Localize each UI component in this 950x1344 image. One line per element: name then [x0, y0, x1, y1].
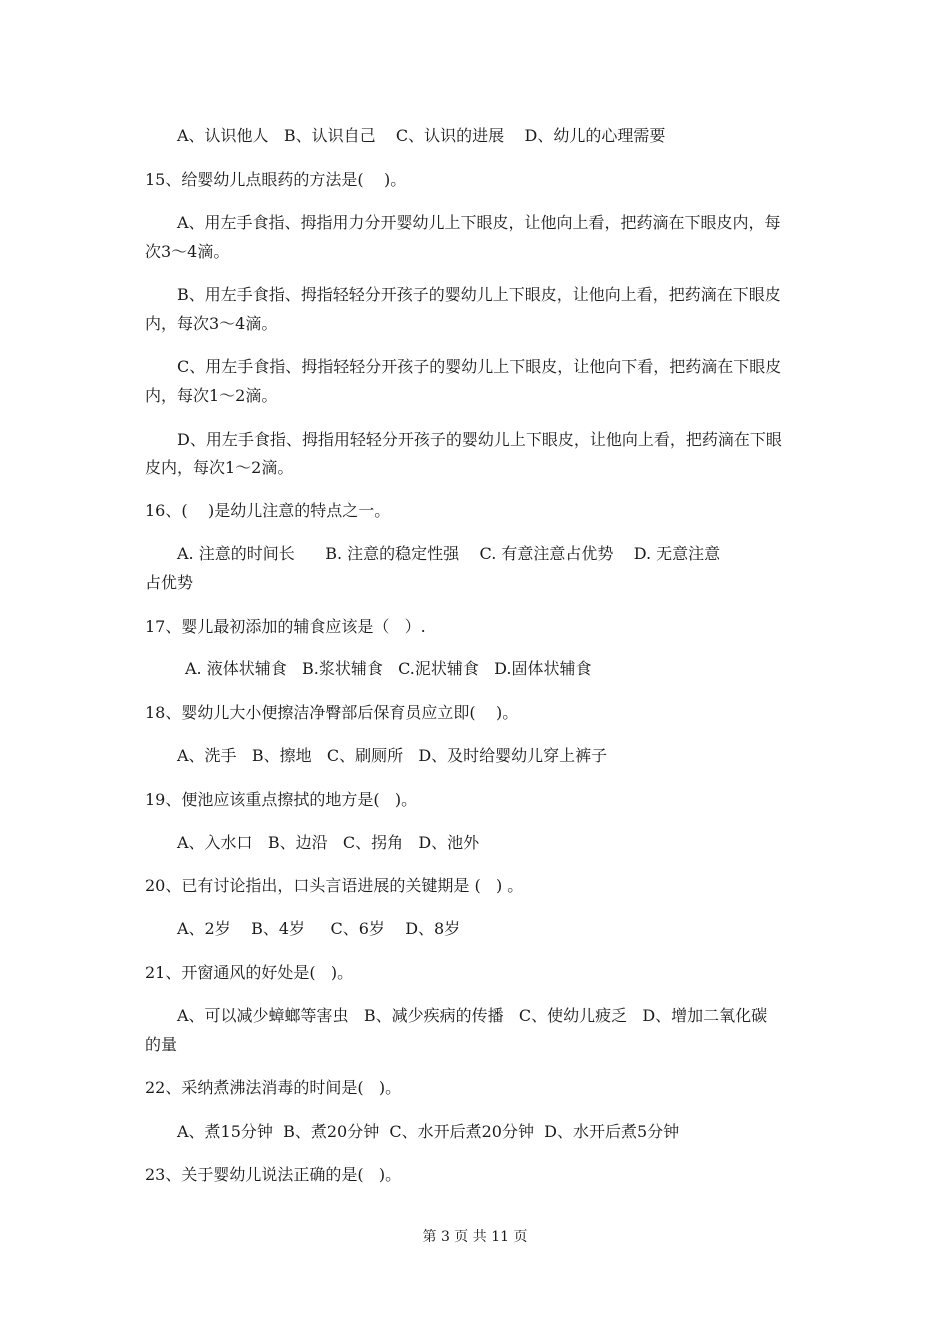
q15-option-d-line2: 皮内，每次1～2滴。	[145, 458, 294, 477]
q19-options: A、入水口 B、边沿 C、拐角 D、池外	[177, 833, 480, 852]
q17-question: 17、婴儿最初添加的辅食应该是（ ）.	[145, 617, 426, 636]
q21-options-line1: A、可以减少蟑螂等害虫 B、减少疾病的传播 C、使幼儿疲乏 D、增加二氧化碳	[177, 1006, 768, 1025]
q15-option-c-line2: 内，每次1～2滴。	[145, 386, 278, 405]
q15-question: 15、给婴幼儿点眼药的方法是( )。	[145, 170, 407, 189]
q15-option-c-line1: C、用左手食指、拇指轻轻分开孩子的婴幼儿上下眼皮，让他向下看，把药滴在下眼皮	[177, 357, 782, 376]
q16-question: 16、( )是幼儿注意的特点之一。	[145, 501, 391, 520]
q16-options-line2: 占优势	[145, 573, 194, 592]
q22-question: 22、采纳煮沸法消毒的时间是( )。	[145, 1078, 402, 1097]
q18-options: A、洗手 B、擦地 C、刷厕所 D、及时给婴幼儿穿上裤子	[177, 746, 608, 765]
q15-option-b-line1: B、用左手食指、拇指轻轻分开孩子的婴幼儿上下眼皮，让他向上看，把药滴在下眼皮	[177, 285, 781, 304]
q18-question: 18、婴幼儿大小便擦洁净臀部后保育员应立即( )。	[145, 703, 519, 722]
q15-option-d-line1: D、用左手食指、拇指用轻轻分开孩子的婴幼儿上下眼皮，让他向上看，把药滴在下眼	[177, 430, 782, 449]
q19-question: 19、便池应该重点擦拭的地方是( )。	[145, 790, 418, 809]
q21-options-line2: 的量	[145, 1035, 178, 1054]
q16-options-line1: A. 注意的时间长 B. 注意的稳定性强 C. 有意注意占优势 D. 无意注意	[177, 544, 721, 563]
q21-question: 21、开窗通风的好处是( )。	[145, 963, 354, 982]
q15-option-b-line2: 内，每次3～4滴。	[145, 314, 278, 333]
q23-question: 23、关于婴幼儿说法正确的是( )。	[145, 1165, 402, 1184]
q17-options: A. 液体状辅食 B.浆状辅食 C.泥状辅食 D.固体状辅食	[185, 659, 592, 678]
q20-options: A、2岁 B、4岁 C、6岁 D、8岁	[177, 919, 461, 938]
page-footer: 第 3 页 共 11 页	[422, 1229, 528, 1245]
q15-option-a-line2: 次3～4滴。	[145, 242, 230, 261]
q15-option-a-line1: A、用左手食指、拇指用力分开婴幼儿上下眼皮，让他向上看，把药滴在下眼皮内，每	[177, 213, 781, 232]
q22-options: A、煮15分钟 B、煮20分钟 C、水开后煮20分钟 D、水开后煮5分钟	[177, 1122, 680, 1141]
q14-options: A、认识他人 B、认识自己 C、认识的进展 D、幼儿的心理需要	[177, 126, 666, 145]
q20-question: 20、已有讨论指出，口头言语进展的关键期是 ( ) 。	[145, 876, 524, 895]
